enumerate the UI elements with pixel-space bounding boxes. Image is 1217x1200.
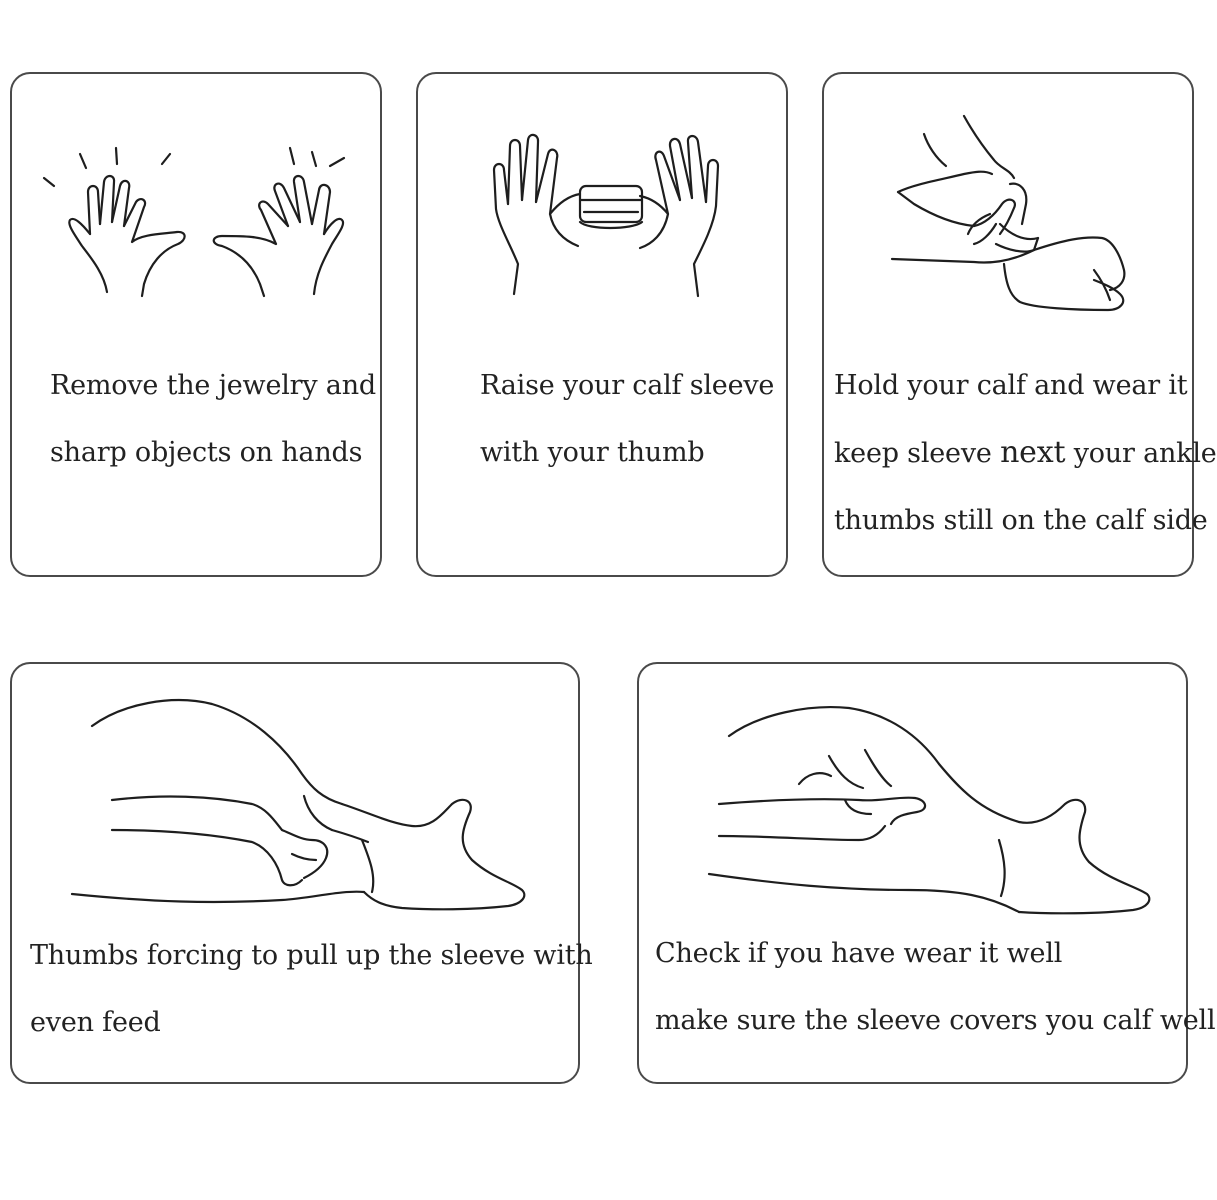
step-3-line-3: thumbs still on the calf side [834, 505, 1208, 536]
step-4-line-2: even feed [30, 1007, 161, 1038]
step-1-instructions [50, 352, 376, 486]
step-3-line-2-part-b: your ankle [1073, 438, 1217, 469]
step-3-line-2-part-a: keep sleeve [834, 438, 992, 469]
pulling-sleeve-on-leg-icon [12, 664, 582, 924]
step-5-line-2: make sure the sleeve covers you calf well [655, 1005, 1216, 1036]
step-1-line-2: sharp objects on hands [50, 437, 363, 468]
pointing-at-calf-sleeve-icon [639, 664, 1190, 924]
step-1-line-1: Remove the jewelry and [50, 370, 376, 401]
open-hands-icon [12, 74, 384, 344]
step-5-line-1: Check if you have wear it well [655, 938, 1063, 969]
step-card-3 [822, 72, 1217, 577]
step-5-instructions [655, 920, 1215, 1054]
step-2-line-2: with your thumb [480, 437, 705, 468]
step-2-line-1: Raise your calf sleeve [480, 370, 775, 401]
hands-on-ankle-icon [824, 74, 1196, 344]
hands-holding-sleeve-icon [418, 74, 790, 344]
step-card-1 [10, 72, 382, 577]
step-2-instructions [480, 352, 774, 486]
step-4-line-1: Thumbs forcing to pull up the sleeve with [30, 940, 593, 971]
step-card-5 [637, 662, 1216, 1084]
step-3-line-2-emphasis: next [1000, 435, 1066, 470]
step-card-4 [10, 662, 593, 1084]
step-card-2 [416, 72, 788, 577]
step-3-line-1: Hold your calf and wear it [834, 370, 1188, 401]
step-3-line-2 [834, 419, 1217, 487]
step-4-instructions [30, 922, 593, 1056]
step-3-instructions [834, 352, 1217, 554]
